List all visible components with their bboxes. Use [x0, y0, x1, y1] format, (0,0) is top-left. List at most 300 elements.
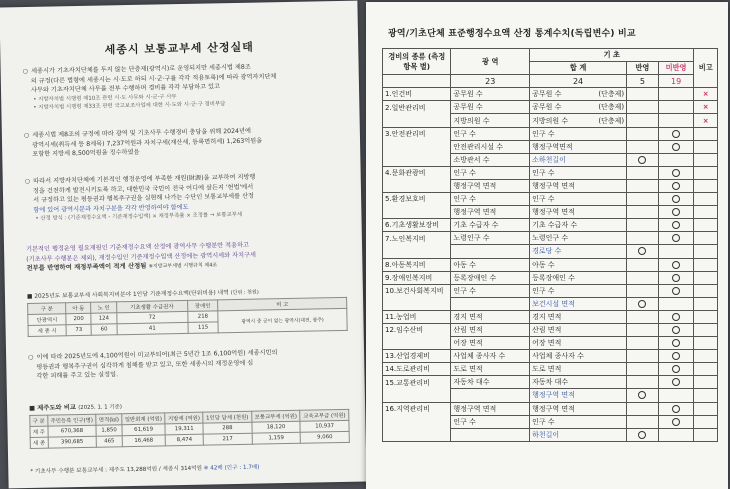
table-row [383, 245, 718, 258]
table-row [383, 350, 718, 363]
note-cell [694, 206, 718, 219]
gwangyeok-indicator-cell: 자동차 대수 [451, 376, 530, 389]
sum-indicator-cell [530, 389, 627, 402]
gwangyeok-indicator-cell: 기초 수급자 수 [451, 219, 530, 232]
table-cell: 19,311 [165, 423, 203, 435]
note-cell [694, 284, 718, 297]
category-cell [383, 337, 451, 350]
reflected-cell [627, 363, 659, 376]
sum-indicator-label: 공무원 수 [532, 90, 562, 99]
circle-mark-icon [638, 247, 646, 255]
table-row [383, 258, 718, 271]
unreflected-cell [658, 88, 694, 101]
sum-indicator-cell [530, 310, 627, 323]
note-cell [694, 114, 718, 127]
note-cell [694, 271, 718, 284]
table-cell: 72 [116, 311, 187, 323]
unreflected-cell [658, 350, 694, 363]
gwangyeok-indicator-cell [451, 297, 530, 310]
table1-header: 비 고 [218, 297, 347, 310]
circle-mark-icon [638, 300, 646, 308]
reflected-cell [627, 376, 659, 389]
gwangyeok-indicator-cell [451, 245, 530, 258]
table1-header: 노 인 [91, 302, 116, 313]
table-cell: 10,937 [300, 420, 349, 432]
gwangyeok-indicator-cell: 사업체 종사자 수 [451, 350, 530, 363]
reflected-cell [627, 258, 659, 271]
reflected-cell [627, 114, 659, 127]
p1-bullet: • 지방자치법 시행령 제33조 관련 국고보조사업에 대한 시·도와 시·군·구 경비부담 [33, 101, 226, 112]
p1-line: 의 규정(다른 법령에 세종시는 시·도로 하되 시·군·구를 각각 적용토록)에 따라 광역자치단체 [30, 72, 277, 85]
sum-indicator-cell [530, 127, 627, 140]
table2-header: 보통교부세 (억원) [251, 410, 300, 422]
gwangyeok-indicator-cell: 산림 면적 [451, 323, 530, 336]
table-cell: 288 [203, 422, 252, 434]
reflected-cell [627, 284, 659, 297]
table-row [383, 232, 718, 245]
category-cell [383, 114, 451, 127]
sum-indicator-cell [530, 219, 627, 232]
table-row [383, 389, 718, 402]
left-document [0, 1, 367, 489]
sum-indicator-cell [530, 258, 627, 271]
gicho-header: 기 초 [530, 49, 694, 62]
gwangyeok-indicator-cell: 경지 면적 [451, 310, 530, 323]
sum-indicator-cell [530, 415, 627, 428]
p3-line: 서 규정하고 있는 평등권과 행복추구권을 실현해 나가는 수단인 보통교부세를 산정 [33, 192, 255, 205]
circle-mark-icon [672, 208, 680, 216]
circle-mark-icon [638, 391, 646, 399]
p4-line: (기초사무 수행분은 제외), 재정수입인 기준재정수입액 산정에는 광역시세와 자치구세 [26, 251, 257, 263]
p2-line: ○ 세종시법 제8조의 규정에 따라 광역 및 기초사무 수행경비 충당을 위해 2024년에 [23, 127, 251, 140]
table2-header: 교육교부금 (억원) [300, 409, 349, 421]
note-cell [694, 140, 718, 153]
table-cell: 217 [203, 433, 252, 445]
unreflected-cell [658, 376, 694, 389]
sum-indicator-label: 하천길이 [532, 430, 560, 439]
category-cell: 5.환경보호비 [383, 193, 451, 206]
table-cell: 8,474 [165, 434, 203, 446]
sum-indicator-cell [530, 193, 627, 206]
table-row [383, 101, 718, 114]
reflected-cell [627, 428, 659, 441]
gwangyeok-indicator-cell: 안전관리시설 수 [451, 140, 530, 153]
sum-indicator-label: 산림 면적 [532, 326, 562, 335]
comparison-table [382, 48, 718, 442]
reflected-header: 반영 [627, 62, 659, 75]
gwangyeok-indicator-cell: 도로 면적 [451, 363, 530, 376]
unreflected-count: 19 [658, 75, 694, 88]
sum-indicator-label: 노령인구 수 [532, 234, 569, 243]
table1-caption: ■ 2025년도 보통교부세 사회복지비분야 1인당 기준재정수요액(단위비용) 내역 (단위 : 천원) [26, 289, 259, 301]
circle-mark-icon [672, 221, 680, 229]
paragraph-4 [26, 239, 345, 275]
table2-header: 지방세 (억원) [165, 412, 203, 424]
table2-header: 구 분 [30, 415, 48, 426]
x-mark-icon: × [702, 103, 709, 112]
sum-indicator-cell [530, 402, 627, 415]
reflected-cell [627, 166, 659, 179]
category-cell: 7.노인복지비 [383, 232, 451, 245]
gwangyeok-indicator-cell: 인구 수 [451, 284, 530, 297]
unreflected-cell [658, 245, 694, 258]
table-1 [27, 297, 348, 337]
count-row [383, 75, 718, 88]
unreflected-cell [658, 323, 694, 336]
sum-indicator-cell [530, 271, 627, 284]
sum-indicator-cell [530, 140, 627, 153]
table2-header: 주민등록 인구(명) [47, 414, 96, 426]
table-row [383, 127, 718, 140]
table-cell: 115 [188, 322, 219, 334]
sum-indicator-label: 행정구역 면적 [532, 208, 575, 217]
p1-bullet: • 지방자치법 시행령 제10조 관련 시·도 사무와 시·군·구 사무 [33, 93, 177, 103]
sum-indicator-label: 인구 수 [532, 286, 555, 295]
sum-indicator-cell [530, 428, 627, 441]
p4-line: 기본적인 행정운영 필요재원인 기준재정수요액 산정에 광역사무 수행분만 적용하고 [26, 241, 250, 254]
gwangyeok-header: 광 역 [451, 49, 530, 75]
reflected-cell [627, 297, 659, 310]
table-row [383, 179, 718, 192]
table-cell: 218 [188, 311, 219, 323]
unreflected-cell [658, 114, 694, 127]
category-cell: 9.장애인복지비 [383, 271, 451, 284]
circle-mark-icon [672, 234, 680, 242]
sum-indicator-label: 행정구역면적 [532, 142, 573, 151]
reflected-cell [627, 232, 659, 245]
unreflected-header: 미반영 [658, 62, 694, 75]
sum-indicator-label: 경로당 수 [532, 247, 562, 256]
right-document [366, 2, 728, 489]
circle-mark-icon [672, 182, 680, 190]
sum-indicator-cell [530, 284, 627, 297]
sum-count: 24 [530, 75, 627, 88]
paragraph-5 [28, 347, 346, 382]
table-cell: 16,468 [122, 435, 165, 447]
circle-mark-icon [672, 274, 680, 282]
unreflected-cell [658, 428, 694, 441]
circle-mark-icon [672, 261, 680, 269]
sum-indicator-cell [530, 166, 627, 179]
note-cell [694, 153, 718, 166]
reflected-cell [627, 389, 659, 402]
note-cell [694, 245, 718, 258]
table-cell: 광역시 중 군이 없는 광역시(대전, 광주) [218, 308, 347, 332]
sum-indicator-cell [530, 101, 627, 114]
gwangyeok-indicator-cell: 인구 수 [451, 415, 530, 428]
unreflected-cell [658, 127, 694, 140]
category-cell [383, 297, 451, 310]
reflected-cell [627, 88, 659, 101]
category-cell [383, 153, 451, 166]
unreflected-cell [658, 297, 694, 310]
gwangyeok-indicator-cell [451, 389, 530, 402]
p3-line: ○ 따라서 지방자치단체에 기본적인 행정운영에 부족한 재원(財源)을 교부하여 지방행 [24, 173, 256, 186]
table-row [383, 363, 718, 376]
sum-indicator-label: 지방의원 수 [532, 116, 569, 125]
sum-indicator-label: 행정구역 면적 [532, 181, 575, 190]
gwangyeok-indicator-cell: 등록장애인 수 [451, 271, 530, 284]
table2-caption: ■ 제주도와 비교 (2025. 1. 1 기준) [29, 404, 123, 412]
sum-indicator-label: 행정구역 면적 [532, 404, 575, 413]
table-cell: 18,120 [252, 421, 301, 433]
gwangyeok-indicator-cell: 행정구역 면적 [451, 179, 530, 192]
unreflected-cell [658, 337, 694, 350]
table2-header: 면적(㎢) [96, 414, 122, 425]
category-cell: 8.아동복지비 [383, 258, 451, 271]
reflected-cell [627, 179, 659, 192]
sum-indicator-cell [530, 297, 627, 310]
table-row [383, 297, 718, 310]
note-header: 비고 [694, 49, 718, 88]
unreflected-cell [658, 153, 694, 166]
sum-indicator-label: 인구 수 [532, 168, 555, 177]
gwangyeok-indicator-cell: 소방관서 수 [451, 153, 530, 166]
table-row [383, 153, 718, 166]
comparison-title: 광역/기초단체 표준행정수요액 산정 통계수치(독립변수) 비교 [388, 29, 636, 39]
table-cell: 73 [66, 324, 91, 335]
summary-note: * 기초사무 수행분 보통교부세 : 제주도 13,288억원 / 세종시 314억원 ※ 42배 (인구 : 1.7배) [30, 464, 260, 475]
reflected-cell [627, 271, 659, 284]
category-cell: 14.도로관리비 [383, 363, 451, 376]
table-row [383, 219, 718, 232]
unreflected-cell [658, 219, 694, 232]
unreflected-cell [658, 140, 694, 153]
note-cell [694, 389, 718, 402]
reflected-cell [627, 402, 659, 415]
sum-indicator-cell [530, 323, 627, 336]
circle-mark-icon [672, 143, 680, 151]
circle-mark-icon [638, 431, 646, 439]
unreflected-cell [658, 166, 694, 179]
table-cell: 41 [117, 322, 188, 334]
table-cell: 제 주 [30, 426, 48, 437]
p2-line: 광역시세(취득세 등 8세목) 7,237억원과 자치구세(재산세, 등록면허세) 1,263억원을 [31, 137, 263, 149]
single-tier-note: (단층제) [598, 103, 625, 112]
table-row [383, 415, 718, 428]
table-row [383, 376, 718, 389]
p5-line: 각한 피해를 주고 있는 실정임. [36, 371, 119, 381]
table-cell: 670,368 [48, 425, 97, 437]
circle-mark-icon [672, 405, 680, 413]
category-cell: 11.농업비 [383, 310, 451, 323]
category-cell [383, 140, 451, 153]
unreflected-cell [658, 206, 694, 219]
table-cell: 390,685 [48, 436, 97, 448]
gwangyeok-indicator-cell: 행정구역 면적 [451, 402, 530, 415]
table-cell: 단광역시 [28, 314, 66, 326]
circle-mark-icon [672, 313, 680, 321]
table2-header: 1인당 담세 (천원) [203, 411, 252, 423]
sum-indicator-label: 기초 수급자 수 [532, 221, 578, 230]
category-cell [383, 415, 451, 428]
category-cell: 13.산업경제비 [383, 350, 451, 363]
circle-mark-icon [672, 418, 680, 426]
sum-indicator-label: 행정구역 면적 [532, 391, 575, 400]
note-cell [694, 127, 718, 140]
gwangyeok-indicator-cell: 인구 수 [451, 127, 530, 140]
table-row [383, 166, 718, 179]
reflected-cell [627, 350, 659, 363]
gwangyeok-indicator-cell: 공무원 수 [451, 101, 530, 114]
note-cell [694, 219, 718, 232]
gwangyeok-indicator-cell: 인구 수 [451, 166, 530, 179]
gwangyeok-indicator-cell: 어장 면적 [451, 337, 530, 350]
sum-indicator-cell [530, 88, 627, 101]
unreflected-cell [658, 363, 694, 376]
reflected-cell [627, 415, 659, 428]
reflected-cell [627, 245, 659, 258]
sum-indicator-cell [530, 363, 627, 376]
category-cell [383, 179, 451, 192]
table-row [383, 402, 718, 415]
reflected-cell [627, 337, 659, 350]
sum-indicator-label: 경지 면적 [532, 312, 562, 321]
table-cell: 세 종 [30, 437, 48, 448]
sum-indicator-label: 인구 수 [532, 129, 555, 138]
category-cell: 10.보건사회복지비 [383, 284, 451, 297]
table-row [383, 428, 718, 441]
category-cell: 4.문화관광비 [383, 166, 451, 179]
x-mark-icon: × [702, 90, 709, 99]
category-cell: 12.임수산비 [383, 323, 451, 336]
unreflected-cell [658, 179, 694, 192]
paragraph-2 [24, 125, 342, 160]
category-cell [383, 389, 451, 402]
sum-indicator-label: 도로 면적 [532, 365, 562, 374]
sum-indicator-cell [530, 337, 627, 350]
gwangyeok-indicator-cell: 공무원 수 [451, 88, 530, 101]
table-cell: 세 종 시 [28, 325, 66, 337]
gwangyeok-indicator-cell: 노령인구 수 [451, 232, 530, 245]
p5-line: 평등권과 행복추구권이 심각하게 침해를 받고 있고, 또한 세종시의 재정운영에 심 [36, 359, 254, 371]
note-cell [694, 402, 718, 415]
sum-indicator-cell [530, 245, 627, 258]
document-title: 세종시 보통교부세 산정실태 [104, 40, 254, 57]
table-row [383, 310, 718, 323]
circle-mark-icon [672, 287, 680, 295]
category-cell: 1.인건비 [383, 88, 451, 101]
category-cell [383, 428, 451, 441]
sum-indicator-label: 공무원 수 [532, 103, 562, 112]
sum-indicator-label: 인구 수 [532, 417, 555, 426]
reflected-cell [627, 193, 659, 206]
note-cell [694, 428, 718, 441]
sum-indicator-cell [530, 206, 627, 219]
table1-header: 장애인 [187, 300, 218, 312]
circle-mark-icon [638, 156, 646, 164]
category-cell [383, 245, 451, 258]
table-row [383, 88, 718, 101]
table-cell: 200 [66, 313, 91, 324]
note-cell [694, 166, 718, 179]
circle-mark-icon [672, 365, 680, 373]
table-cell: 9,060 [300, 431, 349, 443]
unreflected-cell [658, 402, 694, 415]
p3-bullet: • 산정 방식 : (기준재정수요액 - 기준재정수입액) × 재정부족률 × 조정률 → 보통교부세 [35, 212, 243, 223]
reflected-cell [627, 153, 659, 166]
note-cell [694, 232, 718, 245]
reflected-cell [627, 101, 659, 114]
unreflected-cell [658, 415, 694, 428]
table-cell: 60 [91, 324, 116, 335]
circle-mark-icon [672, 195, 680, 203]
sum-indicator-label: 사업체 종사자 수 [532, 352, 584, 361]
note-cell [694, 376, 718, 389]
table-cell: 1,850 [96, 425, 122, 436]
p5-line: ○ 이에 따라 2025년도에 4,100억원이 미교부되어(최근 5년간 1조 6,100억원) 세종시민의 [28, 349, 278, 361]
gwangyeok-indicator-cell: 인구 수 [451, 193, 530, 206]
unreflected-cell [658, 232, 694, 245]
note-cell [694, 323, 718, 336]
table-row [383, 193, 718, 206]
unreflected-cell [658, 101, 694, 114]
table1-header: 기초생활 수급권자 [116, 300, 187, 312]
unreflected-cell [658, 193, 694, 206]
reflected-cell [627, 310, 659, 323]
sum-indicator-label: 아동 수 [532, 260, 555, 269]
note-cell [694, 258, 718, 271]
unreflected-cell [658, 284, 694, 297]
sum-indicator-cell [530, 232, 627, 245]
category-cell [383, 206, 451, 219]
reflected-count: 5 [627, 75, 659, 88]
unreflected-cell [658, 310, 694, 323]
unreflected-cell [658, 258, 694, 271]
note-cell [694, 350, 718, 363]
category-cell: 2.일반관리비 [383, 101, 451, 114]
note-cell [694, 101, 718, 114]
note-cell [694, 415, 718, 428]
sum-indicator-cell [530, 350, 627, 363]
note-cell [694, 337, 718, 350]
table-row [383, 114, 718, 127]
single-tier-note: (단층제) [598, 116, 625, 125]
table1-header: 구 분 [28, 303, 66, 315]
x-mark-icon: × [702, 116, 709, 125]
reflected-cell [627, 140, 659, 153]
note-cell [694, 297, 718, 310]
p3-line: 함에 있어 광역시분과 자치구분을 각각 반영하여야 함에도 [33, 203, 189, 214]
circle-mark-icon [672, 352, 680, 360]
gwangyeok-indicator-cell [451, 428, 530, 441]
sum-indicator-cell [530, 114, 627, 127]
sum-header: 합 계 [530, 62, 627, 75]
table-row [383, 140, 718, 153]
sum-indicator-cell [530, 376, 627, 389]
header-row-1 [383, 49, 718, 62]
comparison-body [383, 88, 718, 442]
table-row [383, 271, 718, 284]
reflected-cell [627, 127, 659, 140]
note-cell [694, 193, 718, 206]
circle-mark-icon [672, 169, 680, 177]
table-cell: 465 [96, 436, 122, 447]
table-row [383, 206, 718, 219]
category-cell: 6.기초생활보장비 [383, 219, 451, 232]
sum-indicator-label: 소하천길이 [532, 155, 566, 164]
gwangyeok-indicator-cell: 지방의원 수 [451, 114, 530, 127]
table-2 [29, 409, 350, 449]
p1-line: ○ 세종시가 기초자치단체를 두지 않는 단층제(광역시)로 운영되지만 세종시법 제8조 [22, 63, 251, 76]
single-tier-note: (단층제) [598, 90, 625, 99]
note-cell [694, 179, 718, 192]
sum-indicator-cell [530, 153, 627, 166]
table-cell: 124 [91, 313, 116, 324]
circle-mark-icon [672, 326, 680, 334]
category-cell: 16.지역관리비 [383, 402, 451, 415]
unreflected-cell [658, 271, 694, 284]
